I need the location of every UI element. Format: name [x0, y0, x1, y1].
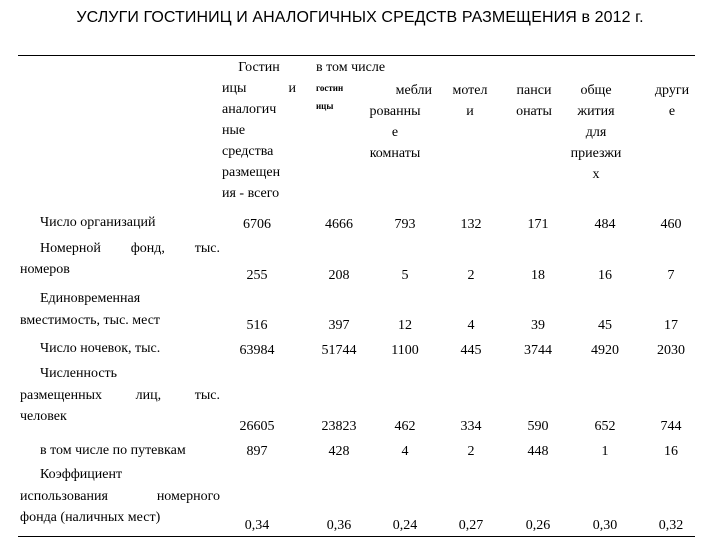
cell-motels: 132 — [460, 217, 482, 232]
header-total: Гостин ицы и аналогич ные средства размещен ия - всего — [222, 60, 296, 201]
cell-total: 6706 — [243, 217, 271, 232]
cell-hotels: 23823 — [321, 419, 357, 434]
row-label: фонда (наличных мест) — [20, 510, 161, 525]
cell-dorms: 484 — [594, 217, 616, 232]
row-label: номеров — [20, 262, 70, 277]
cell-dorms: 1 — [601, 444, 609, 459]
row-label: Единовременная — [40, 291, 141, 306]
row-label: человек — [20, 409, 67, 424]
cell-pensions: 171 — [527, 217, 549, 232]
cell-other: 16 — [664, 444, 678, 459]
header-total-part: ицы — [222, 81, 247, 96]
header-other: други е — [654, 83, 690, 119]
cell-dorms: 45 — [598, 318, 612, 333]
cell-motels: 445 — [460, 343, 482, 358]
row-label: Число организаций — [40, 215, 156, 230]
cell-total: 255 — [246, 268, 268, 283]
cell-total: 63984 — [239, 343, 275, 358]
cell-other: 460 — [660, 217, 682, 232]
cell-hotels: 208 — [328, 268, 350, 283]
cell-pensions: 448 — [527, 444, 549, 459]
cell-motels: 334 — [460, 419, 482, 434]
cell-rooms: 4 — [401, 444, 409, 459]
row-label: Номерной фонд, тыс. — [40, 241, 220, 256]
cell-hotels: 428 — [328, 444, 350, 459]
cell-other: 17 — [664, 318, 678, 333]
row-label: в том числе по путевкам — [40, 443, 186, 458]
cell-other: 744 — [660, 419, 682, 434]
header-including: в том числе — [316, 60, 386, 75]
row-label: Коэффициент — [40, 467, 123, 482]
table-bottom-rule — [18, 536, 695, 537]
cell-pensions: 18 — [531, 268, 545, 283]
cell-total: 897 — [246, 444, 268, 459]
header-motels: мотел и — [452, 83, 488, 119]
page-title: УСЛУГИ ГОСТИНИЦ И АНАЛОГИЧНЫХ СРЕДСТВ РАЗМЕЩЕНИЯ в 2012 г. — [76, 9, 644, 26]
cell-dorms: 4920 — [591, 343, 619, 358]
cell-hotels: 397 — [328, 318, 350, 333]
header-pensions: панси онаты — [516, 83, 552, 119]
cell-rooms: 1100 — [391, 343, 419, 358]
row-label: Число ночевок, тыс. — [40, 341, 161, 356]
row-label: Численность — [40, 366, 118, 381]
row-label: использования номерного — [20, 489, 220, 504]
cell-total: 516 — [246, 318, 268, 333]
cell-hotels: 4666 — [325, 217, 353, 232]
cell-rooms: 5 — [401, 268, 409, 283]
header-rooms: мебли рованны е комнаты — [369, 83, 432, 161]
cell-total: 0,34 — [244, 518, 270, 533]
cell-motels: 4 — [467, 318, 475, 333]
table-top-rule — [18, 55, 695, 56]
row-label: вместимость, тыс. мест — [20, 313, 161, 328]
cell-other: 2030 — [657, 343, 685, 358]
cell-total: 26605 — [239, 419, 275, 434]
header-total-part: и — [288, 81, 296, 96]
cell-motels: 2 — [467, 268, 475, 283]
cell-motels: 0,27 — [458, 518, 484, 533]
cell-pensions: 590 — [527, 419, 549, 434]
cell-other: 0,32 — [658, 518, 684, 533]
cell-pensions: 0,26 — [525, 518, 551, 533]
cell-dorms: 0,30 — [592, 518, 618, 533]
header-dorms: обще жития для приезжи х — [570, 83, 622, 182]
cell-rooms: 0,24 — [392, 518, 418, 533]
row-label: размещенных лиц, тыс. — [20, 388, 220, 403]
cell-dorms: 652 — [594, 419, 616, 434]
cell-pensions: 3744 — [524, 343, 552, 358]
cell-dorms: 16 — [598, 268, 612, 283]
cell-hotels: 0,36 — [326, 518, 352, 533]
cell-rooms: 462 — [394, 419, 416, 434]
header-hotels: гостин ицы — [316, 83, 344, 111]
cell-rooms: 793 — [394, 217, 416, 232]
cell-motels: 2 — [467, 444, 475, 459]
cell-rooms: 12 — [398, 318, 412, 333]
cell-other: 7 — [667, 268, 675, 283]
cell-pensions: 39 — [531, 318, 545, 333]
cell-hotels: 51744 — [321, 343, 357, 358]
